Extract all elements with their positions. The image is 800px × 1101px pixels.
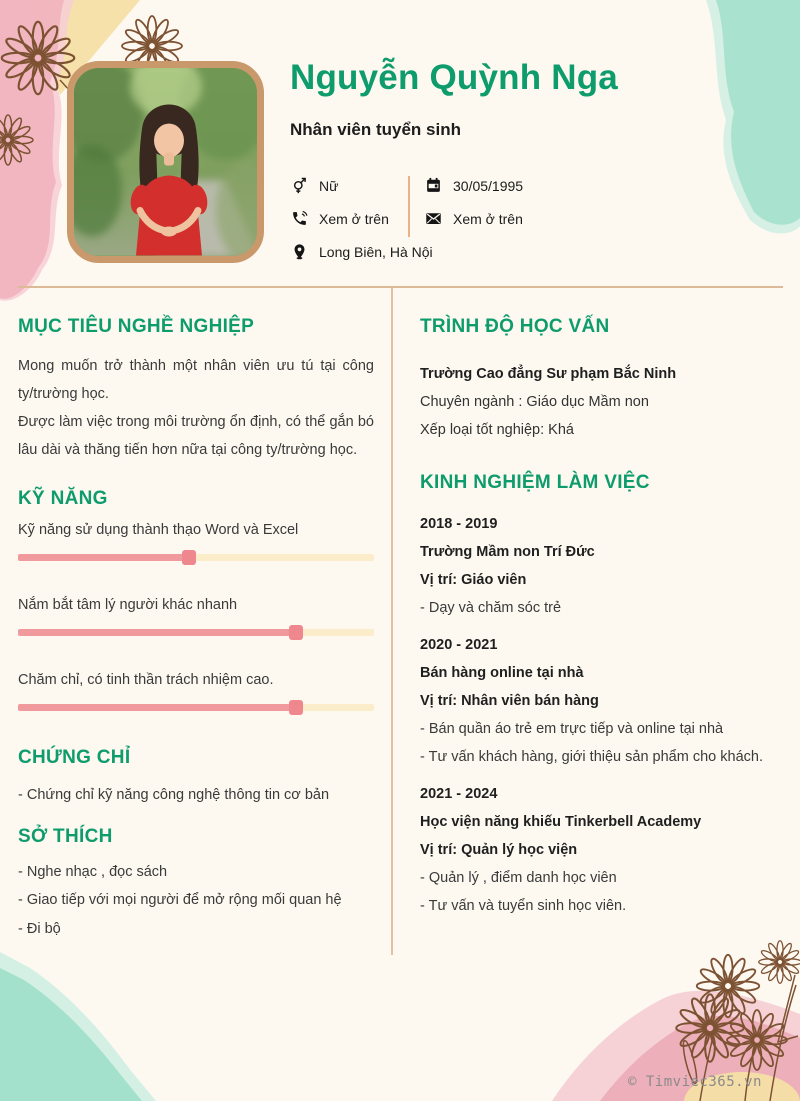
skill-bar-fill [18, 554, 189, 561]
left-column [18, 312, 374, 943]
skills-heading: KỸ NĂNG [18, 488, 108, 509]
skill-label: Kỹ năng sử dụng thành thạo Word và Excel [18, 522, 299, 538]
skill-bar-thumb [289, 700, 303, 715]
contact-gender [290, 177, 424, 194]
watermark-credit: © Timviec365.vn [628, 1074, 762, 1090]
education-major: Chuyên ngành : Giáo dục Mầm non [420, 394, 649, 410]
skill-item [18, 672, 374, 711]
experience-bullet: - Quản lý , điểm danh học viên [420, 870, 617, 886]
email-value: Xem ở trên [453, 210, 523, 227]
experience-period: 2021 - 2024 [420, 786, 498, 802]
skills-section [18, 488, 374, 711]
contact-address [290, 243, 433, 260]
contact-phone [290, 210, 424, 227]
column-divider [391, 288, 393, 955]
skill-bar [18, 704, 374, 711]
skill-label: Nắm bắt tâm lý người khác nhanh [18, 597, 238, 613]
experience-bullet: - Tư vấn khách hàng, giới thiệu sản phẩm cho khách. [420, 749, 763, 765]
header-divider [18, 286, 783, 288]
experience-bullet: - Bán quần áo trẻ em trực tiếp và online tại nhà [420, 721, 724, 737]
right-column [420, 312, 783, 929]
experience-bullet: - Dạy và chăm sóc trẻ [420, 600, 562, 616]
experience-position: Vị trí: Giáo viên [420, 572, 527, 588]
address-value: Long Biên, Hà Nội [319, 243, 433, 260]
objective-text [18, 352, 374, 464]
experience-entries [420, 510, 783, 920]
contact-info [290, 169, 770, 268]
education-grade: Xếp loại tốt nghiệp: Khá [420, 422, 574, 438]
gender-value: Nữ [319, 177, 339, 194]
experience-entry [420, 631, 783, 771]
education-entry [420, 360, 783, 444]
contact-row [290, 235, 770, 268]
experience-company: Bán hàng online tại nhà [420, 665, 584, 681]
education-heading: TRÌNH ĐỘ HỌC VẤN [420, 316, 610, 337]
skill-label: Chăm chỉ, có tinh thần trách nhiệm cao. [18, 672, 274, 688]
skill-bar [18, 629, 374, 636]
education-school: Trường Cao đẳng Sư phạm Bắc Ninh [420, 366, 677, 382]
objective-paragraph: Mong muốn trở thành một nhân viên ưu tú tại công ty/trường học. [18, 358, 374, 402]
envelope-icon [424, 210, 442, 227]
skill-bar-thumb [289, 625, 303, 640]
skill-bar-thumb [182, 550, 196, 565]
calendar-icon [424, 177, 442, 194]
birthday-value: 30/05/1995 [453, 177, 524, 194]
skill-bar-fill [18, 629, 296, 636]
profile-photo [67, 61, 264, 263]
experience-company: Trường Mầm non Trí Đức [420, 544, 595, 560]
gender-icon [290, 177, 308, 194]
skill-item [18, 522, 374, 561]
experience-bullet: - Tư vấn và tuyển sinh học viên. [420, 898, 627, 914]
phone-value: Xem ở trên [319, 210, 389, 227]
experience-period: 2020 - 2021 [420, 637, 498, 653]
contact-row [290, 202, 770, 235]
certificates-heading: CHỨNG CHỈ [18, 747, 131, 768]
candidate-name: Nguyễn Quỳnh Nga [290, 58, 618, 97]
contact-birthday [424, 177, 523, 194]
hobbies-section [18, 826, 374, 944]
hobby-item: - Giao tiếp với mọi người để mở rộng mối quan hệ [18, 892, 342, 908]
skill-item [18, 597, 374, 636]
experience-heading: KINH NGHIỆM LÀM VIỆC [420, 472, 650, 493]
experience-position: Vị trí: Nhân viên bán hàng [420, 693, 599, 709]
candidate-job-title: Nhân viên tuyển sinh [290, 120, 461, 139]
experience-entry [420, 510, 783, 622]
hobby-item: - Nghe nhạc , đọc sách [18, 863, 168, 880]
skill-bar-fill [18, 704, 296, 711]
experience-position: Vị trí: Quản lý học viện [420, 842, 578, 858]
experience-entry [420, 780, 783, 920]
objective-heading: MỤC TIÊU NGHỀ NGHIỆP [18, 316, 255, 337]
contact-row [290, 169, 770, 202]
objective-paragraph: Được làm việc trong môi trường ổn định, có thể gắn bó lâu dài và thăng tiến hơn nữa tại công ty/trường học. [18, 414, 374, 458]
skill-bar [18, 554, 374, 561]
contact-email [424, 210, 523, 227]
location-pin-icon [290, 243, 308, 260]
contact-divider [408, 176, 410, 237]
phone-icon [290, 210, 308, 227]
certificates-section [18, 747, 374, 810]
hobby-item: - Đi bộ [18, 920, 61, 937]
experience-company: Học viện năng khiếu Tinkerbell Academy [420, 814, 702, 830]
hobbies-heading: SỞ THÍCH [18, 825, 113, 847]
certificate-item: - Chứng chỉ kỹ năng công nghệ thông tin cơ bản [18, 787, 330, 803]
experience-period: 2018 - 2019 [420, 516, 498, 532]
